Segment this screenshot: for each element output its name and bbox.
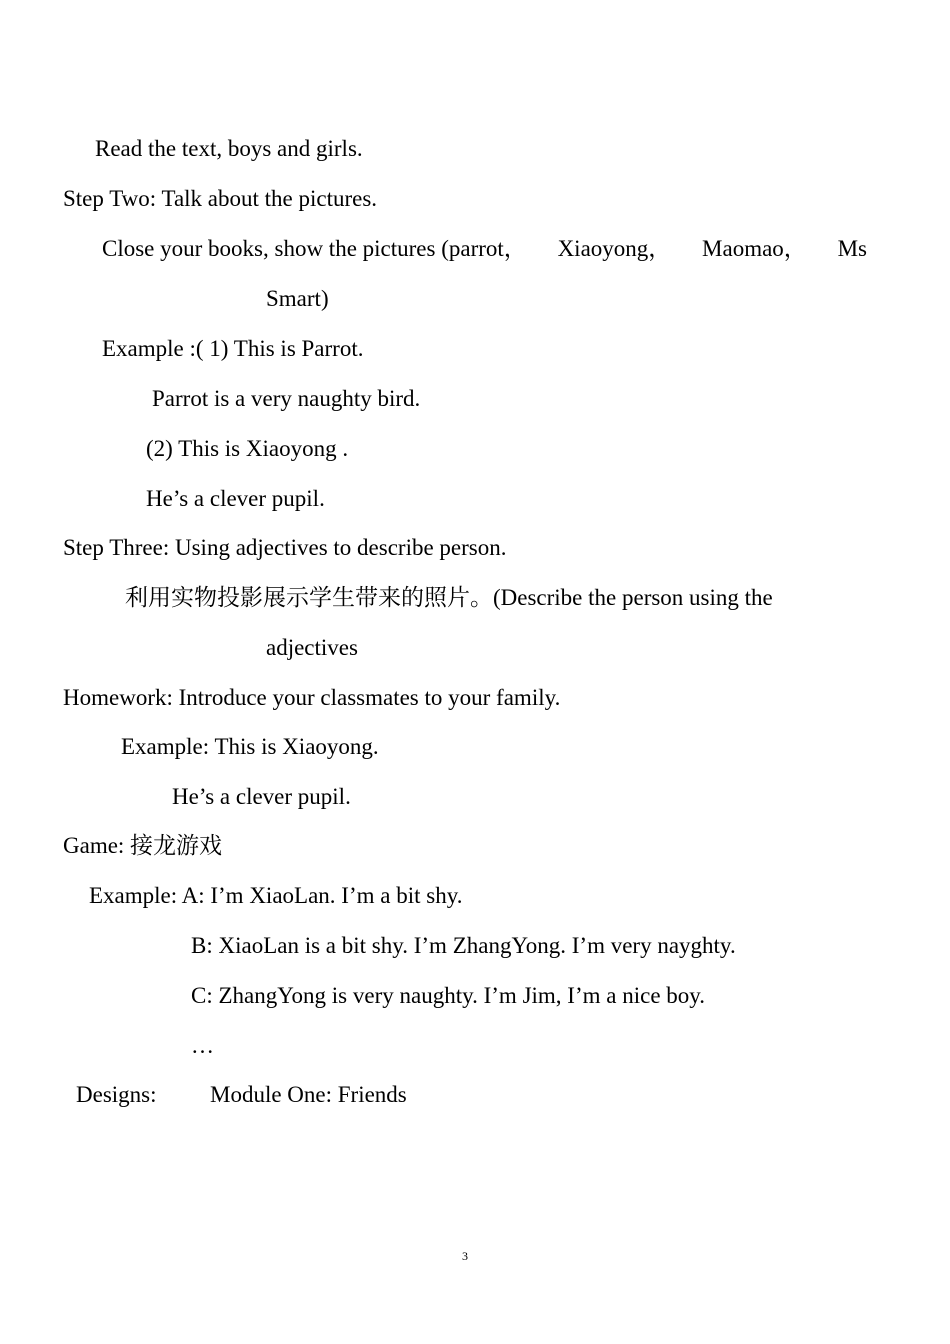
game-ellipsis: … [191, 1033, 214, 1058]
example-two-sentence: He’s a clever pupil. [146, 486, 325, 511]
designs-label: Designs: [76, 1082, 157, 1107]
close-books-word: Ms [837, 236, 867, 261]
step-two-heading: Step Two: Talk about the pictures. [63, 186, 378, 211]
step-three-heading: Step Three: Using adjectives to describe person. [63, 535, 507, 560]
example-one-sentence: Parrot is a very naughty bird. [152, 386, 421, 411]
game-heading: Game: 接龙游戏 [63, 833, 223, 858]
game-example-c: C: ZhangYong is very naughty. I’m Jim, I’m a nice boy. [191, 983, 706, 1008]
designs-value: Module One: Friends [210, 1082, 407, 1107]
close-books-continuation: Smart) [266, 286, 329, 311]
homework-example-line: Example: This is Xiaoyong. [121, 734, 379, 759]
close-books-word: Xiaoyong， [557, 236, 672, 261]
game-example-b: B: XiaoLan is a bit shy. I’m ZhangYong. I’m very nayghty. [191, 933, 736, 958]
chinese-instruction-continuation: adjectives [266, 635, 358, 660]
game-example-a: Example: A: I’m XiaoLan. I’m a bit shy. [89, 883, 463, 908]
close-books-line [102, 234, 867, 264]
page-number: 3 [462, 1249, 468, 1263]
example-two-line: (2) This is Xiaoyong . [146, 436, 349, 461]
close-books-word: Close your books, show the pictures (parrot， [102, 236, 527, 261]
close-books-word: Maomao， [702, 236, 807, 261]
homework-heading: Homework: Introduce your classmates to your family. [63, 685, 561, 710]
chinese-instruction-line: 利用实物投影展示学生带来的照片。(Describe the person using the [125, 585, 773, 610]
example-one-line: Example :( 1) This is Parrot. [102, 336, 364, 361]
homework-example-sentence: He’s a clever pupil. [172, 784, 351, 809]
read-text-line: Read the text, boys and girls. [95, 136, 363, 161]
